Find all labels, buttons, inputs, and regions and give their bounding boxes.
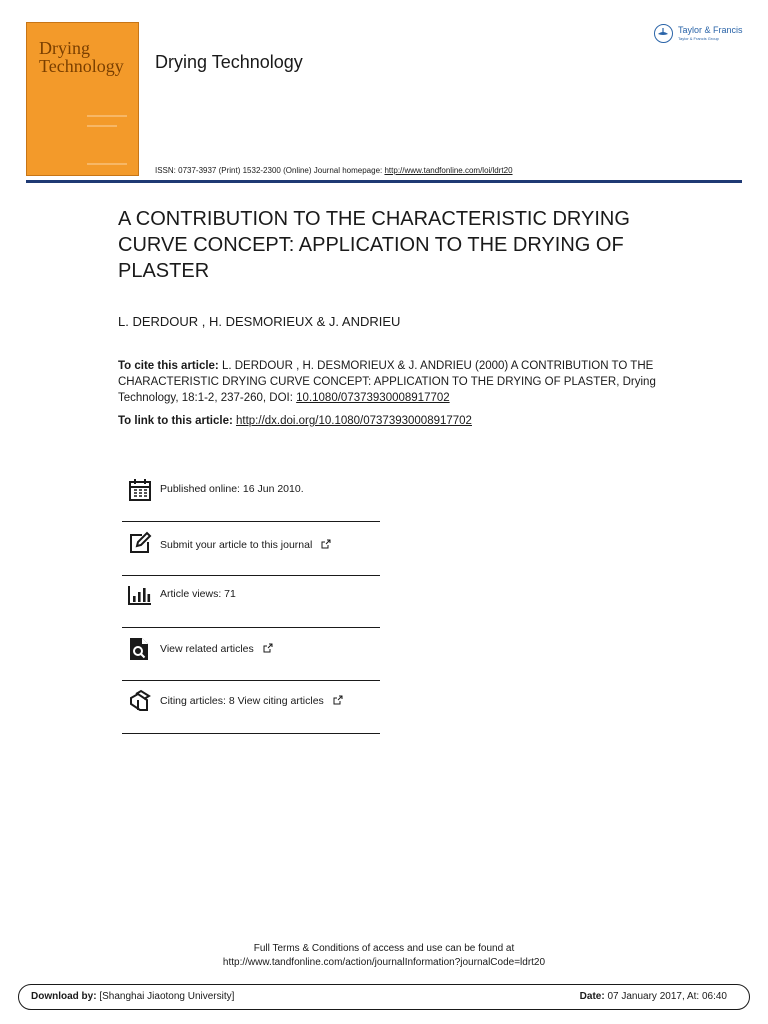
divider <box>122 521 380 522</box>
issn-line <box>155 166 513 175</box>
article-views-item <box>122 583 380 607</box>
article-link-line <box>118 415 472 427</box>
cover-title <box>39 39 124 75</box>
cite-text: L. DERDOUR , H. DESMORIEUX & J. ANDRIEU (2000) A CONTRIBUTION TO THE CHARACTERISTIC DRYING CURVE CONCEPT: APPLICATION TO THE DRYING OF PLASTER, Drying Technology, 18:1-2, 237-260, DOI: <box>118 360 656 404</box>
citing-articles-label: Citing articles: 8 View citing articles <box>160 695 324 707</box>
article-doi-link[interactable]: http://dx.doi.org/10.1080/07373930008917702 <box>236 415 472 427</box>
download-date <box>580 991 727 1002</box>
taylor-francis-logo-icon <box>654 24 673 43</box>
journal-name[interactable]: Drying Technology <box>155 52 303 72</box>
citing-articles-icon <box>128 689 152 713</box>
journal-cover-image <box>26 22 139 176</box>
download-by-value: [Shanghai Jiaotong University] <box>96 991 235 1002</box>
citing-articles-link[interactable] <box>160 695 343 707</box>
publisher-logo[interactable] <box>654 22 749 48</box>
bar-chart-icon <box>128 583 152 607</box>
cover-title-line1: Drying <box>39 38 90 58</box>
external-link-icon <box>333 695 343 705</box>
download-date-value: 07 January 2017, At: 06:40 <box>604 991 727 1002</box>
cover-decoration <box>87 115 127 117</box>
external-link-icon <box>321 539 331 549</box>
cite-doi-link[interactable]: 10.1080/07373930008917702 <box>296 392 450 404</box>
published-online-label: Published online: 16 Jun 2010. <box>160 483 304 495</box>
download-info-bar <box>18 984 750 1010</box>
cite-label: To cite this article: <box>118 360 219 372</box>
terms-line-1: Full Terms & Conditions of access and use can be found at <box>253 943 515 954</box>
journal-homepage-link[interactable]: http://www.tandfonline.com/loi/ldrt20 <box>384 166 513 175</box>
submit-article-label: Submit your article to this journal <box>160 539 313 551</box>
article-views-label: Article views: 71 <box>160 588 236 600</box>
download-date-label: Date: <box>579 991 605 1002</box>
download-by-label: Download by: <box>31 991 97 1002</box>
submit-article-link[interactable] <box>160 539 331 551</box>
edit-icon <box>128 531 152 555</box>
cover-title-line2: Technology <box>39 56 124 76</box>
publisher-subtitle: Taylor & Francis Group <box>678 36 719 41</box>
header-divider <box>26 180 742 183</box>
divider <box>122 733 380 734</box>
related-articles-label: View related articles <box>160 643 254 655</box>
link-label: To link to this article: <box>118 415 236 427</box>
citation-block <box>118 358 658 406</box>
cover-decoration <box>87 163 127 165</box>
divider <box>122 575 380 576</box>
terms-url-link[interactable]: http://www.tandfonline.com/action/journalInformation?journalCode=ldrt20 <box>222 957 546 968</box>
submit-article-item[interactable] <box>122 531 380 555</box>
issn-text: ISSN: 0737-3937 (Print) 1532-2300 (Online) Journal homepage: <box>155 166 385 175</box>
publisher-name: Taylor & Francis <box>678 25 743 35</box>
divider <box>122 627 380 628</box>
download-by <box>31 991 234 1002</box>
citing-articles-item[interactable] <box>122 689 380 713</box>
calendar-icon <box>128 478 152 502</box>
terms-notice <box>0 942 768 970</box>
related-articles-item[interactable] <box>122 637 380 661</box>
article-authors: L. DERDOUR , H. DESMORIEUX & J. ANDRIEU <box>118 314 401 329</box>
cover-decoration <box>87 125 117 127</box>
article-title: A CONTRIBUTION TO THE CHARACTERISTIC DRYING CURVE CONCEPT: APPLICATION TO THE DRYING OF PLASTER <box>118 208 630 282</box>
external-link-icon <box>263 643 273 653</box>
published-online-item <box>122 478 380 502</box>
divider <box>122 680 380 681</box>
related-articles-link[interactable] <box>160 643 273 655</box>
search-document-icon <box>128 637 152 661</box>
